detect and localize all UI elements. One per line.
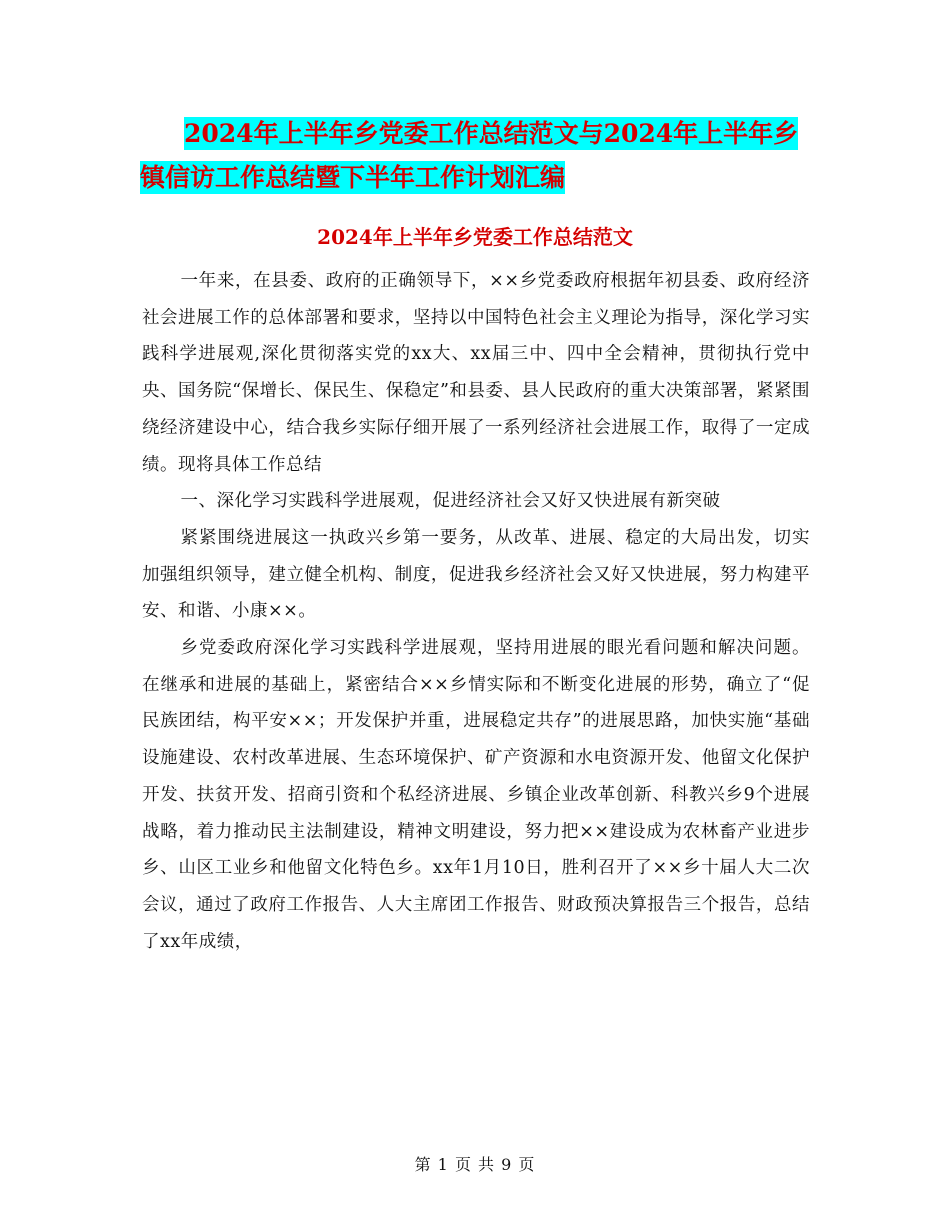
body-text (142, 263, 810, 960)
document-title (140, 112, 840, 200)
section-title: 2024年上半年乡党委工作总结范文 (317, 225, 633, 249)
paragraph: 一年来，在县委、政府的正确领导下，××乡党委政府根据年初县委、政府经济社会进展工作的总体部署和要求，坚持以中国特色社会主义理论为指导，深化学习实践科学进展观,深化贯彻落实党的xx大、xx届三中、四中全会精神，贯彻执行党中央、国务院“保增长、保民生、保稳定”和县委、县人民政府的重大决策部署，紧紧围绕经济建设中心，结合我乡实际仔细开展了一系列经济社会进展工作，取得了一定成绩。现将具体工作总结 (142, 271, 810, 475)
document-title-line-1: 2024年上半年乡党委工作总结范文与2024年上半年乡 (184, 119, 799, 148)
document-title-line-2: 镇信访工作总结暨下半年工作计划汇编 (140, 163, 566, 192)
page-number-label: 第 1 页 共 9 页 (414, 1155, 536, 1174)
paragraph: 紧紧围绕进展这一执政兴乡第一要务，从改革、进展、稳定的大局出发，切实加强组织领导，建立健全机构、制度，促进我乡经济社会又好又快进展，努力构建平安、和谐、小康××。 (142, 527, 810, 622)
page-footer (0, 1152, 950, 1175)
paragraph: 一、深化学习实践科学进展观，促进经济社会又好又快进展有新突破 (180, 491, 721, 512)
paragraph: 乡党委政府深化学习实践科学进展观，坚持用进展的眼光看问题和解决问题。在继承和进展的基础上，紧密结合××乡情实际和不断变化进展的形势，确立了“促民族团结，构平安××；开发保护并重，进展稳定共存”的进展思路，加快实施“基础设施建设、农村改革进展、生态环境保护、矿产资源和水电资源开发、他留文化保护开发、扶贫开发、招商引资和个私经济进展、乡镇企业改革创新、科教兴乡9个进展战略，着力推动民主法制建设，精神文明建设，努力把××建设成为农林畜产业进步乡、山区工业乡和他留文化特色乡。xx年1月10日，胜利召开了××乡十届人大二次会议，通过了政府工作报告、人大主席团工作报告、财政预决算报告三个报告，总结了xx年成绩， (142, 638, 810, 952)
